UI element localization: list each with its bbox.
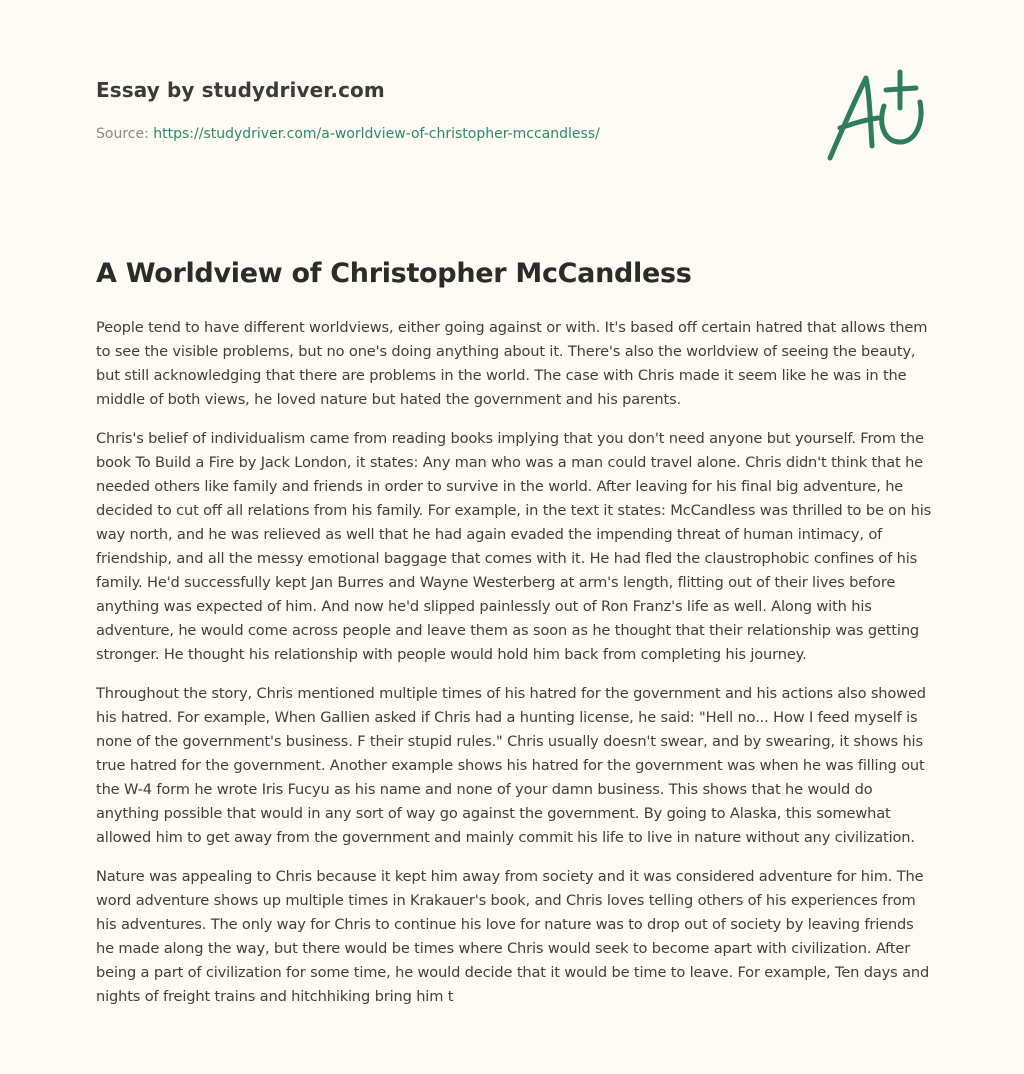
essay-title: A Worldview of Christopher McCandless [96,258,692,289]
a-plus-logo-icon [820,62,930,166]
essay-header [96,76,796,144]
source-label: Source: [96,126,154,142]
essay-body [96,316,932,1024]
source-line [96,124,796,144]
brand-title: Essay by studydriver.com [96,78,385,102]
essay-paragraph: Nature was appealing to Chris because it kept him away from society and it was considered adventure for him. The word adventure shows up multiple times in Krakauer's book, and Chris loves telling others of his experiences from his adventures. The only way for Chris to continue his love for nature was to drop out of society by leaving friends he made along the way, but there would be times where Chris would seek to become apart with civilization. After being a part of civilization for some time, he would decide that it would be time to leave. For example, Ten days and nights of freight trains and hitchhiking bring him t [96,868,930,1005]
essay-paragraph: Chris's belief of individualism came from reading books implying that you don't need anyone but yourself. From the book To Build a Fire by Jack London, it states: Any man who was a man could travel alone. Chris didn't think that he needed others like family and friends in order to survive in the world. After leaving for his final big adventure, he decided to cut off all relations from his family. For example, in the text it states: McCandless was thrilled to be on his way north, and he was relieved as well that he had again evaded the impending threat of human intimacy, of friendship, and all the messy emotional baggage that comes with it. He had fled the claustrophobic confines of his family. He'd successfully kept Jan Burres and Wayne Westerberg at arm's length, flitting out of their lives before anything was expected of him. And now he'd slipped painlessly out of Ron Franz's life as well. Along with his adventure, he would come across people and leave them as soon as he thought that their relationship was getting stronger. He thought his relationship with people would hold him back from completing his journey. [96,430,932,663]
essay-paragraph: People tend to have different worldviews, either going against or with. It's based off certain hatred that allows them to see the visible problems, but no one's doing anything about it. There's also the worldview of seeing the beauty, but still acknowledging that there are problems in the world. The case with Chris made it seem like he was in the middle of both views, he loved nature but hated the government and his parents. [96,319,928,408]
essay-paragraph: Throughout the story, Chris mentioned multiple times of his hatred for the government and his actions also showed his hatred. For example, When Gallien asked if Chris had a hunting license, he said: "Hell no... How I feed myself is none of the government's business. F their stupid rules." Chris usually doesn't swear, and by swearing, it shows his true hatred for the government. Another example shows his hatred for the government was when he was filling out the W-4 form he wrote Iris Fucyu as his name and none of your damn business. This shows that he would do anything possible that would in any sort of way go against the government. By going to Alaska, this somewhat allowed him to get away from the government and mainly commit his life to live in nature without any civilization. [96,685,926,846]
source-link[interactable]: https://studydriver.com/a-worldview-of-christopher-mccandless/ [153,126,600,142]
